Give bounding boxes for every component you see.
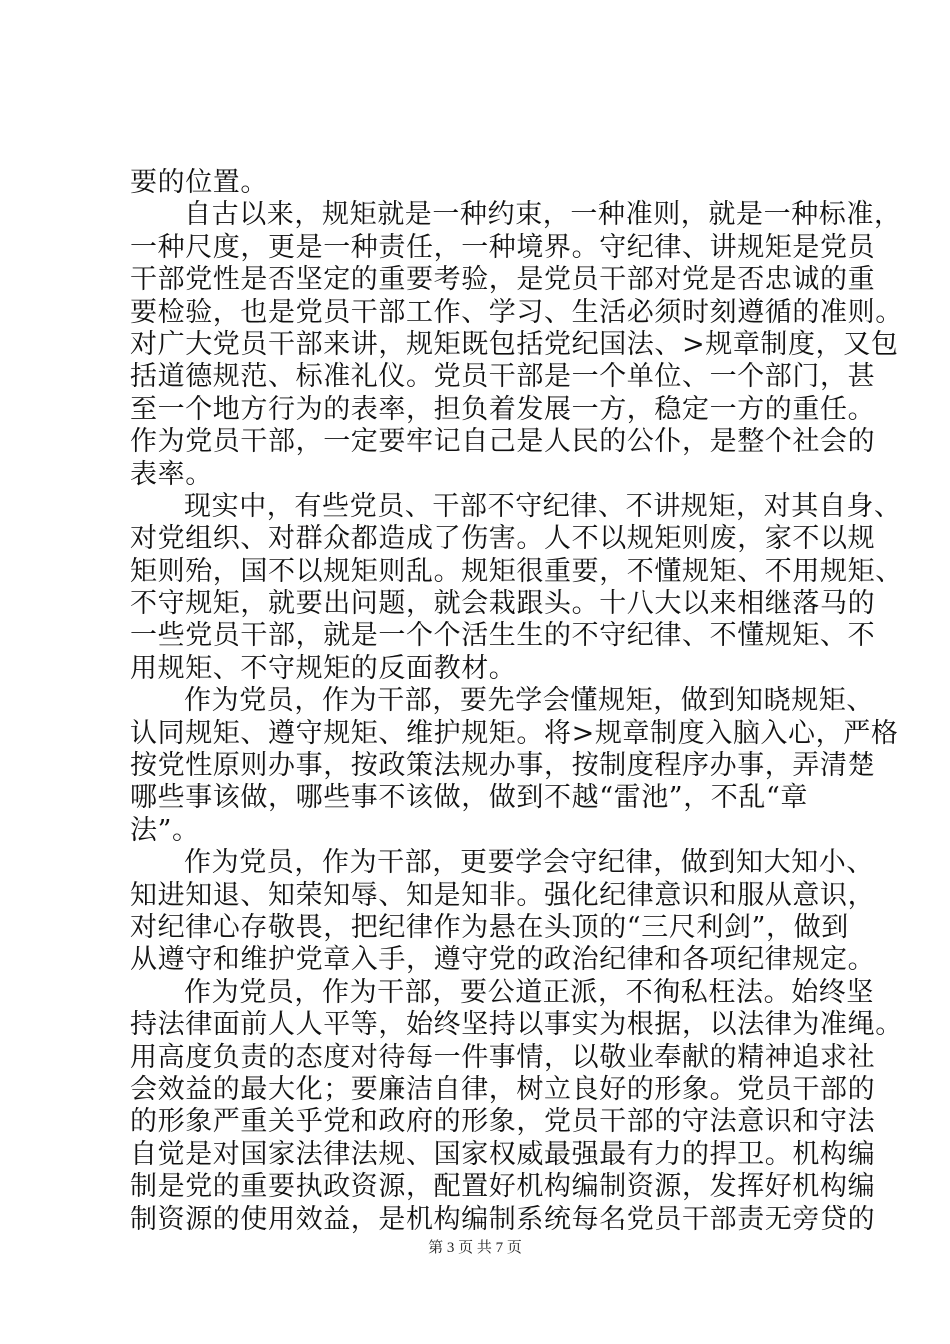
paragraph-line: 作为党员，作为干部，要公道正派，不徇私枉法。始终坚	[184, 976, 874, 1008]
page-footer: 第 3 页 共 7 页	[428, 1240, 522, 1256]
paragraph-line: 表率。	[130, 458, 213, 490]
paragraph	[130, 199, 903, 491]
paragraph-line: 不守规矩，就要出问题，就会栽跟头。十八大以来相继落马的	[130, 588, 876, 620]
paragraph	[130, 685, 899, 847]
paragraph-line: 从遵守和维护党章入手，遵守党的政治纪律和各项纪律规定。	[130, 944, 876, 976]
paragraph-line: 对广大党员干部来讲，规矩既包括党纪国法、>规章制度，又包	[130, 328, 899, 360]
document-body	[130, 167, 903, 1236]
paragraph	[130, 847, 876, 977]
paragraph-line: 一些党员干部，就是一个个活生生的不守纪律、不懂规矩、不	[130, 620, 876, 652]
paragraph-line: 括道德规范、标准礼仪。党员干部是一个单位、一个部门，甚	[130, 361, 876, 393]
paragraph-line: 制资源的使用效益，是机构编制系统每名党员干部责无旁贷的	[130, 1203, 876, 1235]
paragraph-line: 法”。	[130, 814, 200, 846]
paragraph-line: 一种尺度，更是一种责任，一种境界。守纪律、讲规矩是党员	[130, 231, 876, 263]
paragraph-line: 按党性原则办事，按政策法规办事，按制度程序办事，弄清楚	[130, 750, 876, 782]
paragraph-line: 知进知退、知荣知辱、知是知非。强化纪律意识和服从意识，	[130, 879, 876, 911]
paragraph-line: 认同规矩、遵守规矩、维护规矩。将>规章制度入脑入心，严格	[130, 717, 899, 749]
paragraph-line: 作为党员，作为干部，更要学会守纪律，做到知大知小、	[184, 847, 874, 879]
paragraph-line: 自觉是对国家法律法规、国家权威最强最有力的捍卫。机构编	[130, 1138, 876, 1170]
paragraph-line: 用规矩、不守规矩的反面教材。	[130, 652, 517, 684]
paragraph-line: 持法律面前人人平等，始终坚持以事实为根据，以法律为准绳。	[130, 1009, 903, 1041]
paragraph-line: 至一个地方行为的表率，担负着发展一方，稳定一方的重任。	[130, 393, 876, 425]
paragraph	[130, 490, 903, 685]
paragraph-line: 要检验，也是党员干部工作、学习、生活必须时刻遵循的准则。	[130, 296, 903, 328]
paragraph-line: 自古以来，规矩就是一种约束，一种准则，就是一种标准，	[184, 199, 902, 231]
paragraph-line: 干部党性是否坚定的重要考验，是党员干部对党是否忠诚的重	[130, 264, 876, 296]
paragraph-line: 作为党员，作为干部，要先学会懂规矩，做到知晓规矩、	[184, 685, 874, 717]
paragraph-line: 的形象严重关乎党和政府的形象，党员干部的守法意识和守法	[130, 1106, 876, 1138]
paragraph-line: 对纪律心存敬畏，把纪律作为悬在头顶的“三尺利剑”，做到	[130, 911, 849, 943]
paragraph	[130, 167, 850, 199]
paragraph-line: 哪些事该做，哪些事不该做，做到不越“雷池”，不乱“章	[130, 782, 809, 814]
paragraph-line: 制是党的重要执政资源，配置好机构编制资源，发挥好机构编	[130, 1171, 876, 1203]
paragraph-line: 现实中，有些党员、干部不守纪律、不讲规矩，对其自身、	[184, 490, 902, 522]
paragraph-line: 会效益的最大化；要廉洁自律，树立良好的形象。党员干部的	[130, 1073, 876, 1105]
paragraph-line: 矩则殆，国不以规矩则乱。规矩很重要，不懂规矩、不用规矩、	[130, 555, 903, 587]
paragraph-line: 作为党员干部，一定要牢记自己是人民的公仆，是整个社会的	[130, 426, 876, 458]
paragraph	[130, 976, 903, 1236]
paragraph-line: 用高度负责的态度对待每一件事情，以敬业奉献的精神追求社	[130, 1041, 876, 1073]
paragraph-line: 对党组织、对群众都造成了伤害。人不以规矩则废，家不以规	[130, 523, 876, 555]
paragraph-line: 要的位置。	[130, 167, 268, 198]
